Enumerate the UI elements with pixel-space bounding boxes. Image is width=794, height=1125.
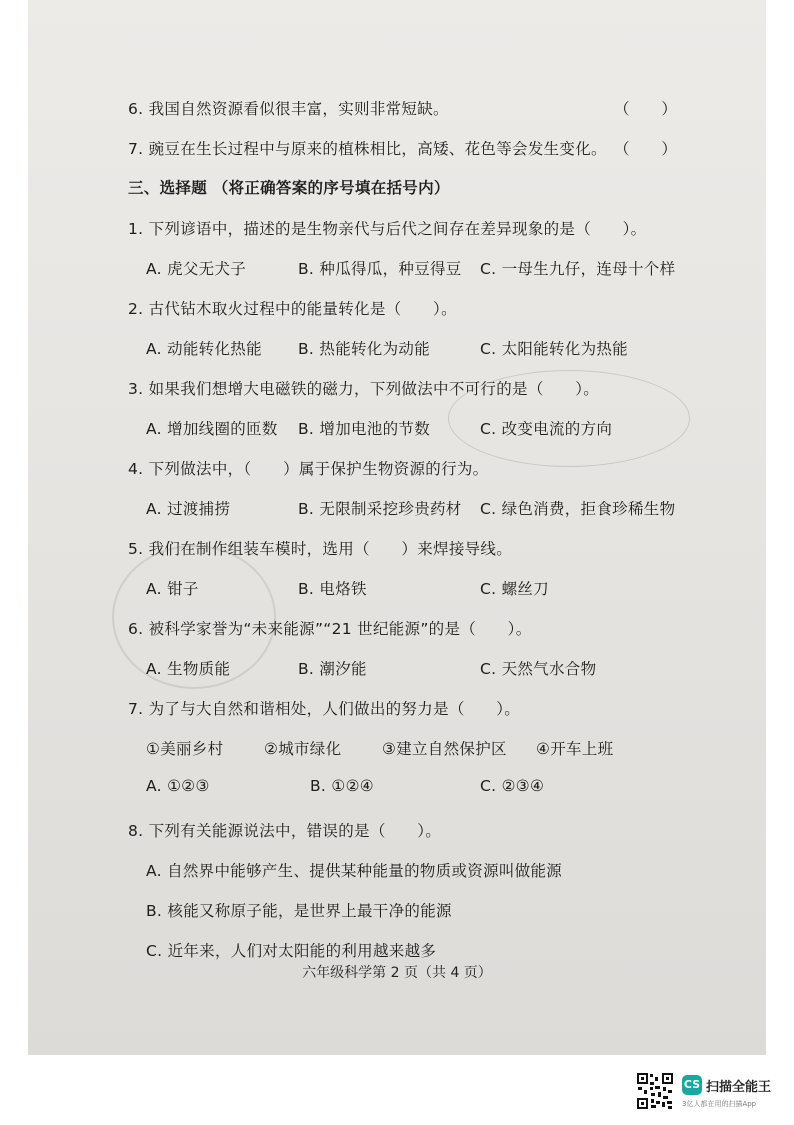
choice-q7-option-a: A. ①②③ <box>146 777 210 795</box>
choice-q6-option-b: B. 潮汐能 <box>298 660 367 678</box>
choice-q5-option-a: A. 钳子 <box>146 580 199 598</box>
camscanner-logo-icon: CS <box>682 1075 702 1095</box>
scanned-page <box>28 0 766 1055</box>
choice-q4-option-c: C. 绿色消费，拒食珍稀生物 <box>480 500 676 518</box>
choice-q7-option-c: C. ②③④ <box>480 777 545 795</box>
choice-q6-option-a: A. 生物质能 <box>146 660 231 678</box>
choice-q7-stem: 7. 为了与大自然和谐相处，人们做出的努力是（ ）。 <box>128 700 521 718</box>
choice-q3-option-c: C. 改变电流的方向 <box>480 420 613 438</box>
choice-q1-option-a: A. 虎父无犬子 <box>146 260 247 278</box>
scanner-tagline: 3亿人都在用的扫描App <box>682 1100 757 1108</box>
page-footer: 六年级科学第 2 页（共 4 页） <box>302 965 492 981</box>
choice-q1-stem: 1. 下列谚语中，描述的是生物亲代与后代之间存在差异现象的是（ ）。 <box>128 220 647 238</box>
choice-q4-stem: 4. 下列做法中，（ ）属于保护生物资源的行为。 <box>128 460 489 478</box>
choice-q5-option-b: B. 电烙铁 <box>298 580 367 598</box>
choice-q7-option-b: B. ①②④ <box>310 777 374 795</box>
choice-q8-stem: 8. 下列有关能源说法中，错误的是（ ）。 <box>128 822 442 840</box>
section-title-choice: 三、选择题 （将正确答案的序号填在括号内） <box>128 179 450 197</box>
choice-q2-option-b: B. 热能转化为动能 <box>298 340 430 358</box>
choice-q7-item-2: ②城市绿化 <box>264 740 342 758</box>
choice-q2-option-a: A. 动能转化热能 <box>146 340 262 358</box>
qr-code-icon <box>636 1072 674 1110</box>
judgment-q7-answer-blank: （ ） <box>614 140 678 158</box>
choice-q3-option-b: B. 增加电池的节数 <box>298 420 430 438</box>
choice-q3-stem: 3. 如果我们想增大电磁铁的磁力，下列做法中不可行的是（ ）。 <box>128 380 600 398</box>
choice-q2-option-c: C. 太阳能转化为热能 <box>480 340 628 358</box>
choice-q4-option-a: A. 过渡捕捞 <box>146 500 231 518</box>
scanner-brand-name: 扫描全能王 <box>706 1080 772 1095</box>
choice-q8-option-b: B. 核能又称原子能，是世界上最干净的能源 <box>146 902 452 920</box>
judgment-q7: 7. 豌豆在生长过程中与原来的植株相比，高矮、花色等会发生变化。 <box>128 140 607 158</box>
choice-q1-option-c: C. 一母生九仔，连母十个样 <box>480 260 676 278</box>
choice-q4-option-b: B. 无限制采挖珍贵药材 <box>298 500 462 518</box>
choice-q5-stem: 5. 我们在制作组装车模时，选用（ ）来焊接导线。 <box>128 540 513 558</box>
choice-q7-item-1: ①美丽乡村 <box>146 740 224 758</box>
choice-q7-item-4: ④开车上班 <box>536 740 614 758</box>
choice-q5-option-c: C. 螺丝刀 <box>480 580 549 598</box>
choice-q6-option-c: C. 天然气水合物 <box>480 660 597 678</box>
choice-q2-stem: 2. 古代钻木取火过程中的能量转化是（ ）。 <box>128 300 457 318</box>
judgment-q6-answer-blank: （ ） <box>614 100 678 118</box>
judgment-q6: 6. 我国自然资源看似很丰富，实则非常短缺。 <box>128 100 449 118</box>
choice-q1-option-b: B. 种瓜得瓜，种豆得豆 <box>298 260 462 278</box>
choice-q8-option-a: A. 自然界中能够产生、提供某种能量的物质或资源叫做能源 <box>146 862 563 880</box>
choice-q6-stem: 6. 被科学家誉为“未来能源”“21 世纪能源”的是（ ）。 <box>128 620 532 638</box>
choice-q7-item-3: ③建立自然保护区 <box>382 740 507 758</box>
choice-q3-option-a: A. 增加线圈的匝数 <box>146 420 278 438</box>
choice-q8-option-c: C. 近年来，人们对太阳能的利用越来越多 <box>146 942 437 960</box>
